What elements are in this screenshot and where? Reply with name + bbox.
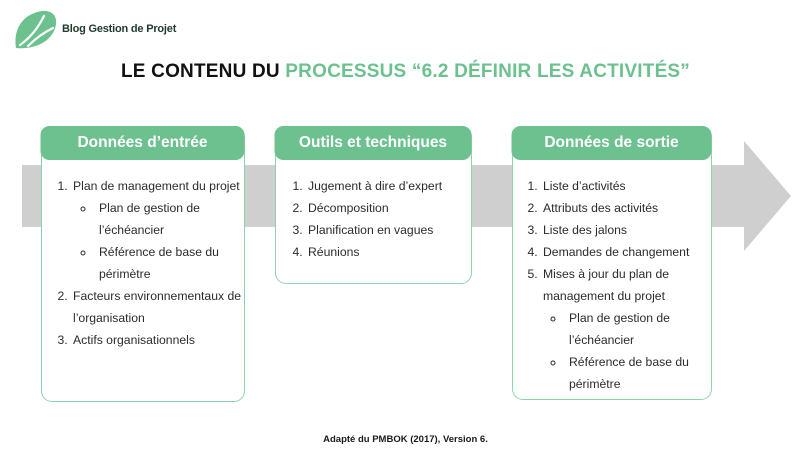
list-item-text: Facteurs environnementaux de l’organisation <box>73 289 242 325</box>
tools-list-container <box>293 175 468 263</box>
list-item <box>541 241 710 263</box>
tools-box <box>275 126 472 284</box>
list-item <box>71 329 244 351</box>
list-item <box>541 263 710 395</box>
list-item <box>541 197 710 219</box>
item-list <box>528 175 710 395</box>
list-item-text: Demandes de changement <box>543 245 690 259</box>
list-item-text: Réunions <box>308 245 360 259</box>
list-item-text: Jugement à dire d’expert <box>308 179 443 193</box>
list-item <box>541 219 710 241</box>
item-list <box>293 175 468 263</box>
outputs-list-container <box>528 175 710 395</box>
sub-list-item: ◦ Plan de gestion de l’échéancier <box>565 307 710 351</box>
list-item-text: Plan de management du projet <box>73 179 240 193</box>
source-caption: Adapté du PMBOK (2017), Version 6. <box>323 434 488 445</box>
list-item <box>306 175 468 197</box>
list-item-text: Attributs des activités <box>543 201 659 215</box>
list-item-text: Planification en vagues <box>308 223 434 237</box>
item-list <box>58 175 244 351</box>
title-part-dark: LE CONTENU DU <box>120 61 286 82</box>
list-item-text: Liste des jalons <box>543 223 628 237</box>
page-title <box>0 61 811 83</box>
brand-name: Blog Gestion de Projet <box>62 23 177 35</box>
list-item-text: Actifs organisationnels <box>73 333 195 347</box>
inputs-list-container <box>58 175 244 351</box>
list-item <box>71 285 244 329</box>
tools-header: Outils et techniques <box>275 126 472 160</box>
sub-list-item: ◦ Référence de base du périmètre <box>565 351 710 395</box>
leaf-logo-icon <box>12 8 58 50</box>
list-item-text: Décomposition <box>308 201 389 215</box>
list-item <box>306 197 468 219</box>
sub-list <box>73 197 244 285</box>
outputs-box <box>512 126 712 400</box>
outputs-header: Données de sortie <box>512 126 712 160</box>
list-item <box>306 219 468 241</box>
title-part-green: PROCESSUS “6.2 DÉFINIR LES ACTIVITÉS” <box>285 61 691 82</box>
list-item-text: Mises à jour du plan de management du projet <box>543 267 670 303</box>
sub-list-item: ◦ Plan de gestion de l’échéancier <box>95 197 244 241</box>
list-item <box>71 175 244 285</box>
list-item-text: Liste d’activités <box>543 179 626 193</box>
sub-list-item: ◦ Référence de base du périmètre <box>95 241 244 285</box>
brand-logo[interactable] <box>12 8 176 50</box>
list-item <box>306 241 468 263</box>
inputs-box <box>41 126 245 402</box>
list-item <box>541 175 710 197</box>
inputs-header: Données d’entrée <box>41 126 245 160</box>
sub-list <box>543 307 710 395</box>
